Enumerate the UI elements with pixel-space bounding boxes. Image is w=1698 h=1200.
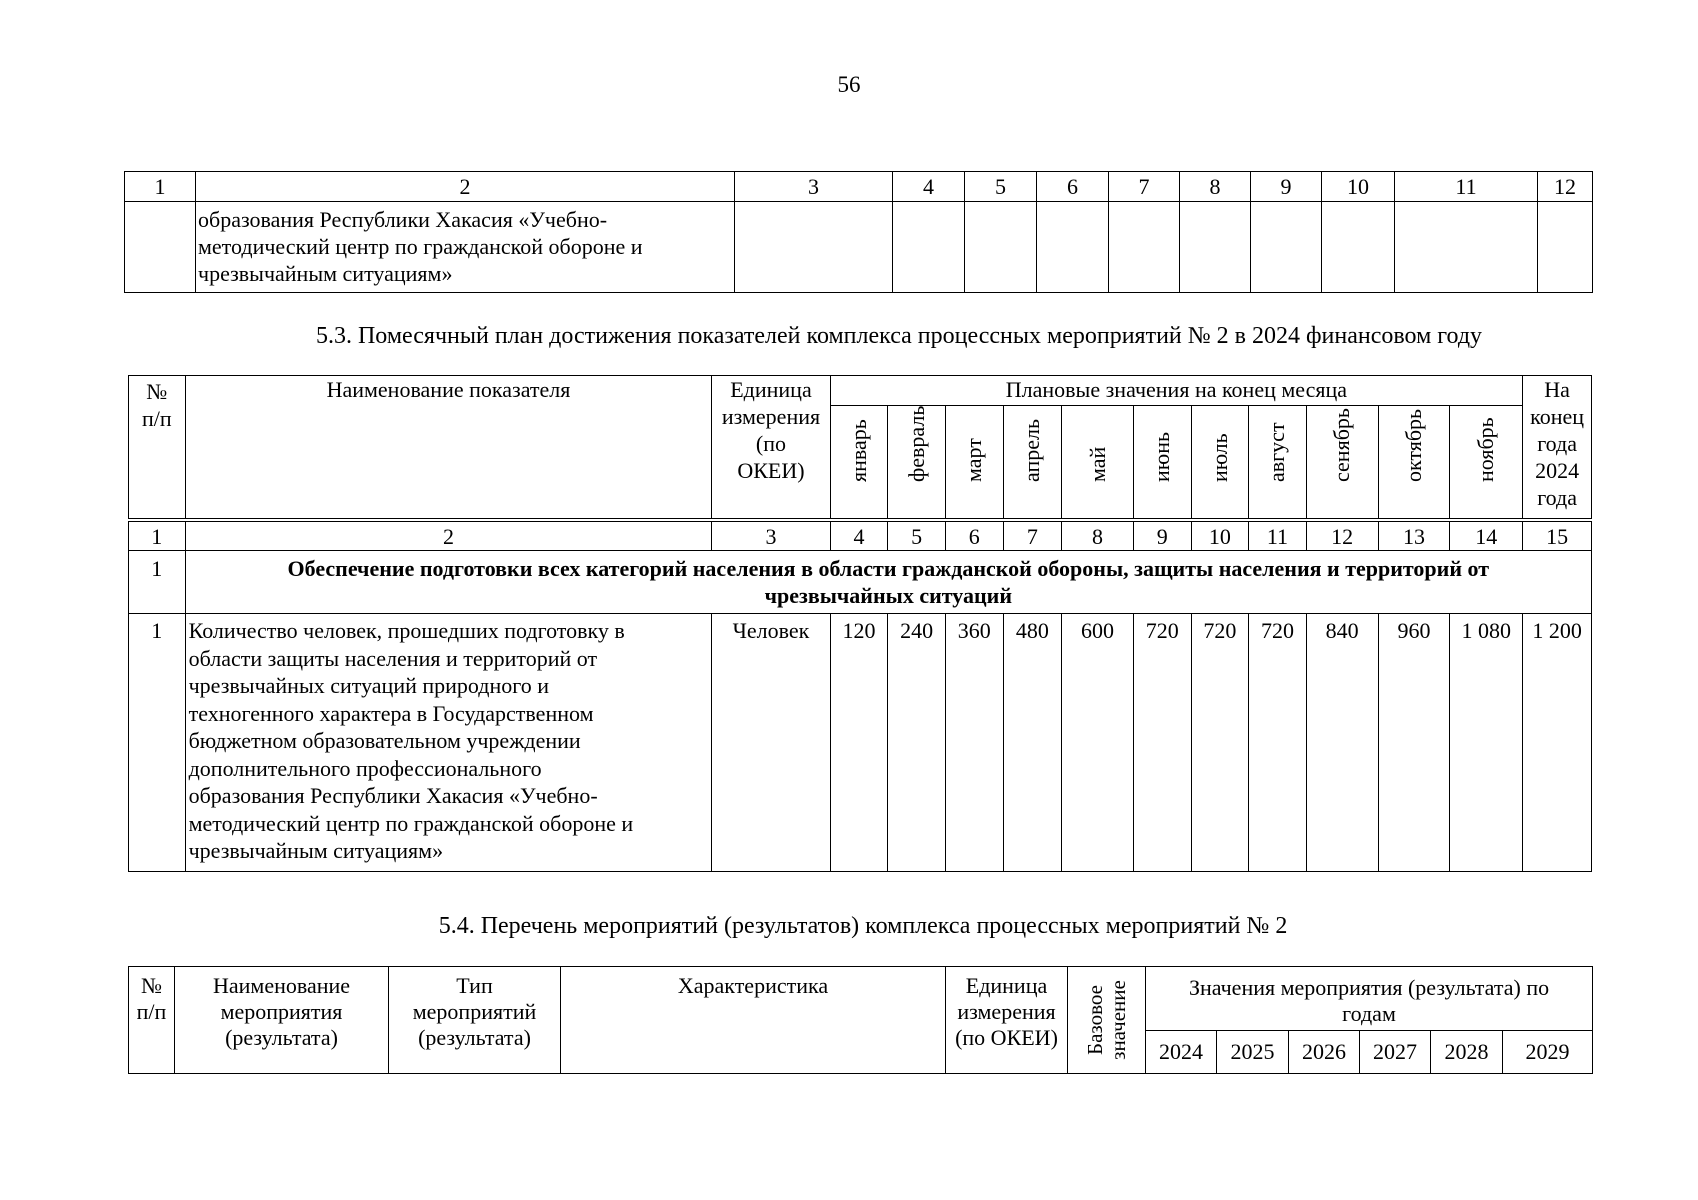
month-header: январь [830,406,888,521]
month-header: сенябрь [1306,406,1378,521]
col-number: 6 [1037,172,1109,202]
col-number: 5 [888,520,946,551]
header-activity-name: Наименование мероприятия (результата) [175,967,389,1074]
col-number: 3 [712,520,830,551]
month-value: 720 [1191,614,1249,872]
year-header: 2024 [1146,1030,1217,1073]
month-header: июнь [1133,406,1191,521]
year-header: 2029 [1503,1030,1593,1073]
group-title: Обеспечение подготовки всех категорий населения в области гражданской обороны, защиты населения и территорий от чрезвычайных ситуаций [185,551,1591,614]
col-number: 4 [893,172,965,202]
column-number-row [129,520,1592,551]
col-number: 11 [1395,172,1538,202]
col-number: 12 [1306,520,1378,551]
month-header: ноябрь [1450,406,1523,521]
activities-table [128,966,1593,1074]
indicator-name: Количество человек, прошедших подготовку в области защиты населения и территорий от чрезвычайных ситуаций природного и техногенного характера в Государственном бюджетном образовательном учреждении дополнительного профессионального образования Республики Хакасия «Учебно- методический центр по гражданской обороне и чрезвычайным ситуациям» [185,614,712,872]
col-number: 10 [1191,520,1249,551]
col-number: 8 [1062,520,1134,551]
col-number: 3 [735,172,893,202]
col-number: 7 [1003,520,1062,551]
group-num: 1 [129,551,186,614]
year-header: 2025 [1217,1030,1289,1073]
header-plan-values: Плановые значения на конец месяца [830,376,1523,406]
col-number: 6 [945,520,1003,551]
column-number-row [125,172,1593,202]
header-activity-type: Тип мероприятий (результата) [389,967,561,1074]
col-number: 11 [1249,520,1307,551]
month-value: 120 [830,614,888,872]
month-value: 480 [1003,614,1062,872]
header-indicator-name: Наименование показателя [185,376,712,521]
group-row [129,551,1592,614]
month-value: 960 [1378,614,1450,872]
col-number: 10 [1322,172,1395,202]
header-unit: Единица измерения (по ОКЕИ) [712,376,830,521]
col-number: 15 [1523,520,1592,551]
table-row [129,614,1592,872]
col-number: 2 [185,520,712,551]
table-row [125,202,1593,293]
month-header: апрель [1003,406,1062,521]
year-header: 2028 [1431,1030,1503,1073]
col-number: 9 [1133,520,1191,551]
col-number: 7 [1109,172,1180,202]
month-value: 840 [1306,614,1378,872]
col-number: 13 [1378,520,1450,551]
monthly-plan-table [128,375,1592,872]
col-number: 12 [1538,172,1593,202]
section-title-5-4: 5.4. Перечень мероприятий (результатов) комплекса процессных мероприятий № 2 [438,913,1288,939]
header-base-value: Базовое значение [1068,967,1146,1074]
header-num: № п/п [129,376,186,521]
header-row [129,376,1592,406]
month-value: 1 080 [1450,614,1523,872]
month-header: март [945,406,1003,521]
month-value: 720 [1133,614,1191,872]
month-header: май [1062,406,1134,521]
col-number: 14 [1450,520,1523,551]
year-header: 2026 [1289,1030,1360,1073]
month-value: 240 [888,614,946,872]
continuation-table [124,171,1593,293]
month-header: июль [1191,406,1249,521]
year-header: 2027 [1360,1030,1431,1073]
header-num: № п/п [129,967,175,1074]
col-number: 9 [1251,172,1322,202]
row-text: образования Республики Хакасия «Учебно- методический центр по гражданской обороне и чрезвычайным ситуациям» [196,202,735,293]
col-number: 8 [1180,172,1251,202]
row-num: 1 [129,614,186,872]
header-unit: Единица измерения (по ОКЕИ) [946,967,1068,1074]
month-value: 720 [1249,614,1307,872]
header-row [129,967,1593,1031]
month-value: 360 [945,614,1003,872]
header-characteristic: Характеристика [561,967,946,1074]
col-number: 5 [965,172,1037,202]
col-number: 4 [830,520,888,551]
col-number: 2 [196,172,735,202]
unit-value: Человек [712,614,830,872]
col-number: 1 [129,520,186,551]
month-header: февраль [888,406,946,521]
month-value: 600 [1062,614,1134,872]
header-values-by-year: Значения мероприятия (результата) по годам [1146,967,1593,1031]
header-end-of-year: На конец года 2024 года [1523,376,1592,521]
section-title-5-3: 5.3. Помесячный план достижения показателей комплекса процессных мероприятий № 2 в 2024 финансовом году [315,323,1483,349]
col-number: 1 [125,172,196,202]
month-header: август [1249,406,1307,521]
page-number: 56 [837,72,861,97]
month-header: октябрь [1378,406,1450,521]
end-of-year-value: 1 200 [1523,614,1592,872]
